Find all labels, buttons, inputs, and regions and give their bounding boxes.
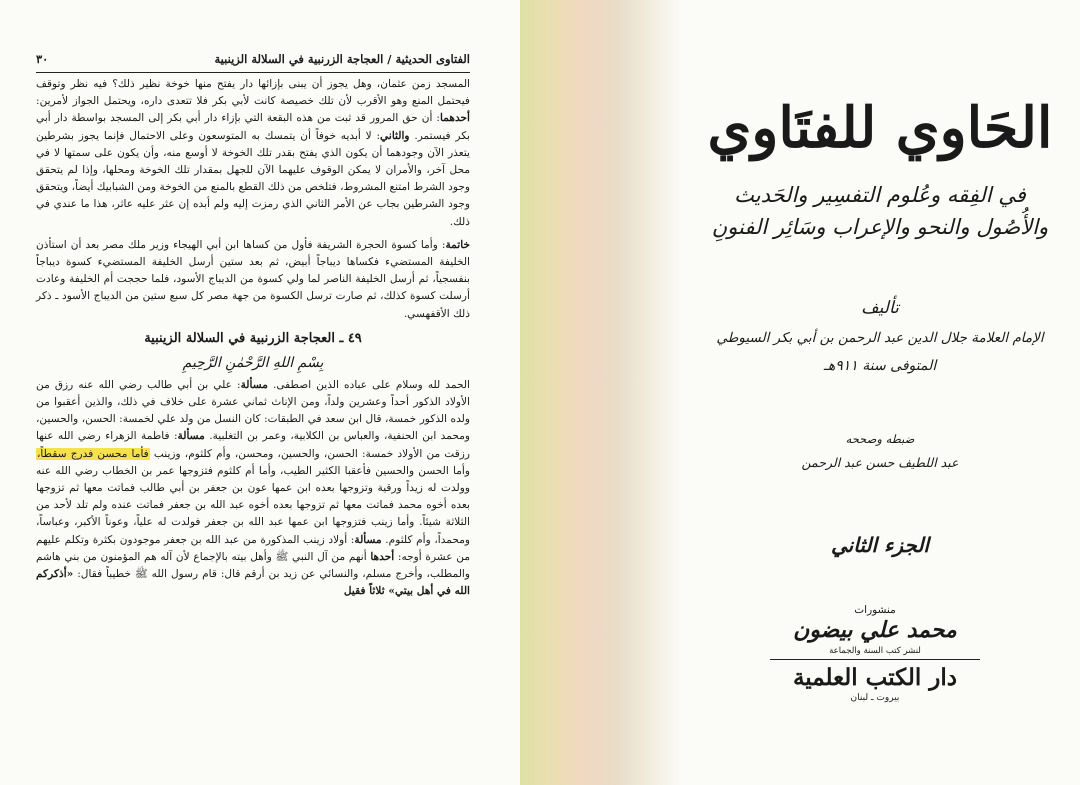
book-title: الحَاوي للفتَاوي xyxy=(707,95,1053,161)
text-run: : أولاد زينب المذكورة من عبد الله بن جعفر موجودون بكثرة وتكلم عليهم من عشرة أوجه: xyxy=(36,533,470,563)
bold-term: أحدهما xyxy=(440,112,470,125)
page-number: ٣٠ xyxy=(36,52,49,66)
book-subtitle-line1: في الفِقه وعُلوم التفسِير والحَديث xyxy=(734,183,1026,207)
bold-term: والثاني xyxy=(380,129,410,142)
authorship-label: تأليف xyxy=(861,298,899,318)
body-paragraph xyxy=(36,377,470,601)
highlighted-phrase: فأما محسن فدرج سقطاً، xyxy=(37,447,149,460)
publisher-name: محمد علي بيضون xyxy=(793,617,957,643)
publisher-house: دار الكتب العلمية xyxy=(792,664,958,691)
basmala: بِسْمِ اللهِ الرَّحْمٰنِ الرَّحِيمِ xyxy=(182,354,324,371)
bold-term: خاتمة xyxy=(445,238,470,251)
text-column xyxy=(36,76,470,600)
right-page xyxy=(680,0,1080,785)
khatima-paragraph xyxy=(36,237,470,323)
text-run: : علي بن أبي طالب رضي الله عنه رزق من الأولاد الذكور أحداً وعشرين ولداً، ومن الإناث ثماني عشرة على خلاف في ذلك، والذين أعقبوا من ولده الذكور خمسة، قال ابن سعد في الطبقات: كان النسل من ولد علي لخمسة: الحسن، والحسين، ومحمد ابن الحنفية، والعباس بن الكلابية، وعمر بن التغلبية. xyxy=(36,378,471,443)
publisher-subtitle: لنشر كتب السنة والجماعة xyxy=(829,646,921,656)
running-head-title: الفتاوى الحديثية / العجاجة الزرنبية في السلالة الزينبية xyxy=(214,52,470,66)
text-run: : وأما كسوة الحجرة الشريفة فأول من كساها ابن أبي الهيجاء وزير ملك مصر بعد أن استأذن الخليفة المستضيء فكساها ديباجاً أبيض، ثم بعد ستين أرسل الخليفة المستضيء كسوة ديباجاً بنفسجياً، ثم أرسل الخليفة الناصر لما ولي كسوة من الديباج الأسود، فلما حججت أم الخليفة وعادت أرسلت كسوة كذلك، ثم صارت ترسل الكسوة من جهة مصر كل سبع ستين من الديباج الأسود ـ ذكر ذلك الأقفهسي. xyxy=(36,238,470,320)
bold-term: أحدها xyxy=(370,550,395,563)
text-run: : لا أبديه خوفاً أن يتمسك به المتوسعون وعلى الاحتمال فإنما يجوز بشرطين يتعذر الآن وجودهما أن يكون الذي يفتح بقدر تلك الخوخة لا أوسع منه، وأن يكون على سمتها لا في محل آخر، والأمران لا يمكن الوقوف عليهما الآن للجهل بمقدار تلك الخوخة ومحلها، وإذا لم يتحقق وجود الشرط امتنع المشروط، فتلخص من ذلك القطع بالمنع من الخوخة ومن الشبابيك أيضاً، ويتحقق وجود الشرطين بجاب عن الأمر الثاني الذي رمزت إليه ولم أبده إن عثر عليه عاثر، هذا ما عندي في ذلك. xyxy=(36,129,470,228)
left-page xyxy=(0,0,520,785)
running-head xyxy=(36,48,470,70)
bold-term: مسألة xyxy=(354,533,382,546)
publisher-city: بيروت ـ لبنان xyxy=(850,693,900,703)
text-run: : أن حق المرور قد ثبت من هذه البقعة التي بإزاء دار أبي بكر إلى المسجد بواسطة دار أبي بكر فيستمر. xyxy=(36,112,470,142)
author-name: الإمام العلامة جلال الدين عبد الرحمن بن أبي بكر السيوطي xyxy=(716,330,1044,346)
section-title: ٤٩ ـ العجاجة الزرنبية في السلالة الزينبية xyxy=(144,330,362,346)
bold-term: «أذكركم الله في أهل بيتي» ثلاثاً فقيل xyxy=(36,568,470,598)
publisher-label: منشورات xyxy=(854,604,896,616)
text-run: المسجد زمن عثمان، وهل يجوز أن يبنى بإزائها دار يفتح منها خوخة نظير ذلك؟ فيه نظر وتوقف فيحتمل المنع وهو الأقرب لأن تلك خصيصة كانت لأبي بكر فلا تتعدى داره، ويحتمل الجواز لأمرين: xyxy=(36,78,470,108)
text-run: وأما الحسن والحسين فأعقبا الكثير الطيب، وأما أم كلثوم فتزوجها عمر بن الخطاب رضي الله عنه وولدت له زيداً ورقية وتزوجها بعده ابن عمها عون بن جعفر بن أبي طالب فماتت معها ثم تزوجها بعده أخوه محمد فماتت معها ثم تزوجها بعده أخوه عبد الله بن جعفر فماتت عنده ولم تلد لأحد من الثلاثة شيئاً. وأما زينب فتزوجها ابن عمها عبد الله بن جعفر فولدت له علياً، وعوناً الأكبر، وعباساً، ومحمداً، وأم كلثوم. xyxy=(36,464,471,546)
book-subtitle-line2: والأُصُول والنحو والإعراب وسَائِر الفنونِ xyxy=(711,215,1049,239)
edited-label: ضبطه وصححه xyxy=(845,432,915,446)
book-gutter xyxy=(520,0,680,785)
bold-term: مسألة xyxy=(240,378,268,391)
text-run: : فاطمة الزهراء رضي الله عنها رزقت من الأولاد خمسة: الحسن، والحسين، ومحسن، وأم كلثوم، وزينب xyxy=(36,430,470,460)
text-run: الحمد لله وسلام على عباده الذين اصطفى. xyxy=(267,378,471,391)
editor-name: عبد اللطيف حسن عبد الرحمن xyxy=(801,455,959,470)
volume-label: الجزء الثاني xyxy=(831,533,929,557)
header-rule xyxy=(36,72,470,73)
publisher-rule xyxy=(770,659,980,660)
author-death-year: المتوفى سنة ٩١١هـ xyxy=(823,358,937,374)
publisher-block xyxy=(750,604,1000,703)
intro-paragraph xyxy=(36,76,470,231)
bold-term: مسألة xyxy=(177,430,205,443)
text-run: أنهم من آل النبي ﷺ وأهل بيته بالإجماع لأن آله هم المؤمنون من بني هاشم والمطلب، وأخرج مسلم، والنسائي عن زيد بن أرقم قال: قام رسول الله ﷺ خطيباً فقال: xyxy=(36,550,470,581)
